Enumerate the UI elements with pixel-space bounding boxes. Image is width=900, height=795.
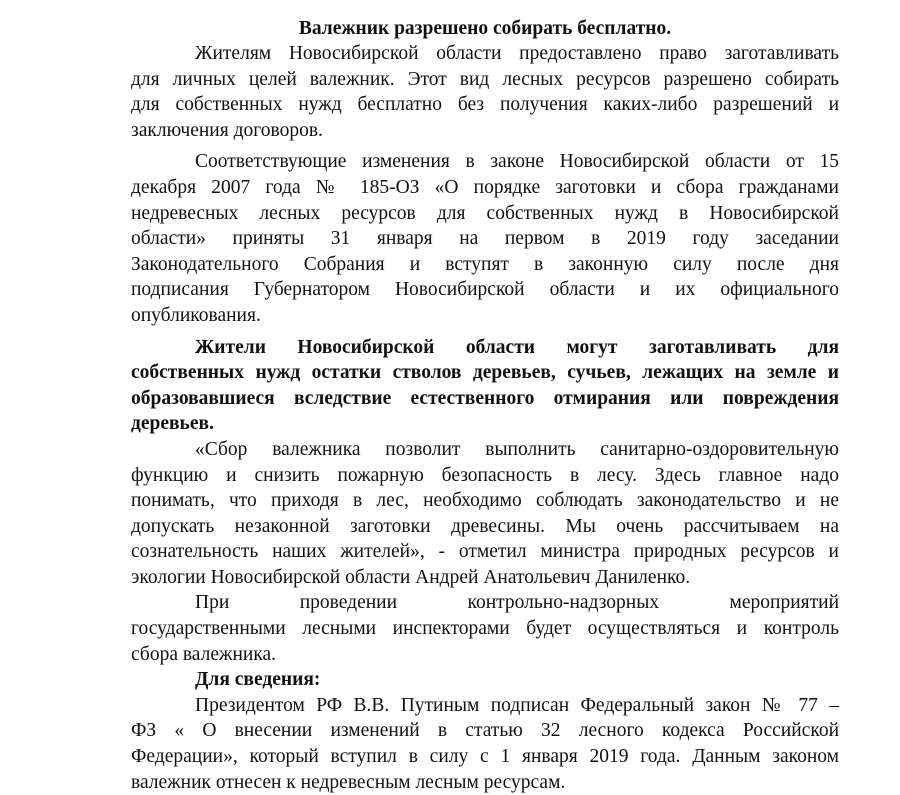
text-line: сбора валежника. [131,643,277,665]
text-line: Президентом РФ В.В. Путиным подписан Федеральный закон № 77 – [195,694,839,716]
text-line: заключения договоров. [131,119,323,141]
text-line: области» приняты 31 января на первом в 2019 году заседании [131,228,839,250]
paragraph-4-quote [131,437,839,591]
text-line: функцию и снизить пожарную безопасность в лесу. Здесь главное надо [131,464,839,486]
text-line: для собственных нужд бесплатно без получения каких-либо разрешений и [131,94,839,116]
note-heading [131,667,839,693]
text-line: Жителям Новосибирской области предоставлено право заготавливать [195,43,839,64]
text-line: сознательность наших жителей», - отметил министра природных ресурсов и [131,541,839,563]
text-line: Жители Новосибирской области могут заготавливать для [195,336,839,358]
paragraph-5 [131,590,839,667]
text-line: подписания Губернатором Новосибирской области и их официального [131,279,839,301]
paragraph-3-bold [131,335,839,437]
document-title: Валежник разрешено собирать бесплатно. [298,18,672,39]
text-line: валежник отнесен к недревесным лесным ресурсам. [131,771,566,793]
text-line: деревьев. [131,413,214,435]
text-line: «Сбор валежника позволит выполнить санитарно-оздоровительную [195,438,839,460]
text-line: понимать, что приходя в лес, необходимо соблюдать законодательство и не [131,490,839,512]
text-line: образовавшиеся вследствие естественного отмирания или повреждения [131,387,839,409]
text-line: допускать незаконной заготовки древесины. Мы очень рассчитываем на [131,515,839,537]
text-line: государственными лесными инспекторами будет осуществляться и контроль [131,618,839,640]
text-line: декабря 2007 года № 185-ОЗ «О порядке заготовки и сбора гражданами [131,176,839,198]
text-line: недревесных лесных ресурсов для собственных нужд в Новосибирской [131,202,839,224]
paragraph-1 [131,41,839,143]
text-line: Федерации», который вступил в силу с 1 января 2019 года. Данным законом [131,746,839,768]
text-line: Законодательного Собрания и вступят в законную силу после дня [131,253,839,275]
text-line: экологии Новосибирской области Андрей Анатольевич Даниленко. [131,566,691,588]
text-line: ФЗ « О внесении изменений в статью 32 лесного кодекса Российской [131,720,839,742]
paragraph-2 [131,149,839,328]
text-line: опубликования. [131,304,261,326]
document-page [131,16,839,795]
text-line: При проведении контрольно-надзорных мероприятий [195,592,839,614]
paragraph-7 [131,693,839,795]
text-line: собственных нужд остатки стволов деревьев, сучьев, лежащих на земле и [131,362,839,384]
text-line: для личных целей валежник. Этот вид лесных ресурсов разрешено собирать [131,68,839,90]
text-line: Для сведения: [195,669,321,691]
text-line: Соответствующие изменения в законе Новосибирской области от 15 [195,151,839,173]
